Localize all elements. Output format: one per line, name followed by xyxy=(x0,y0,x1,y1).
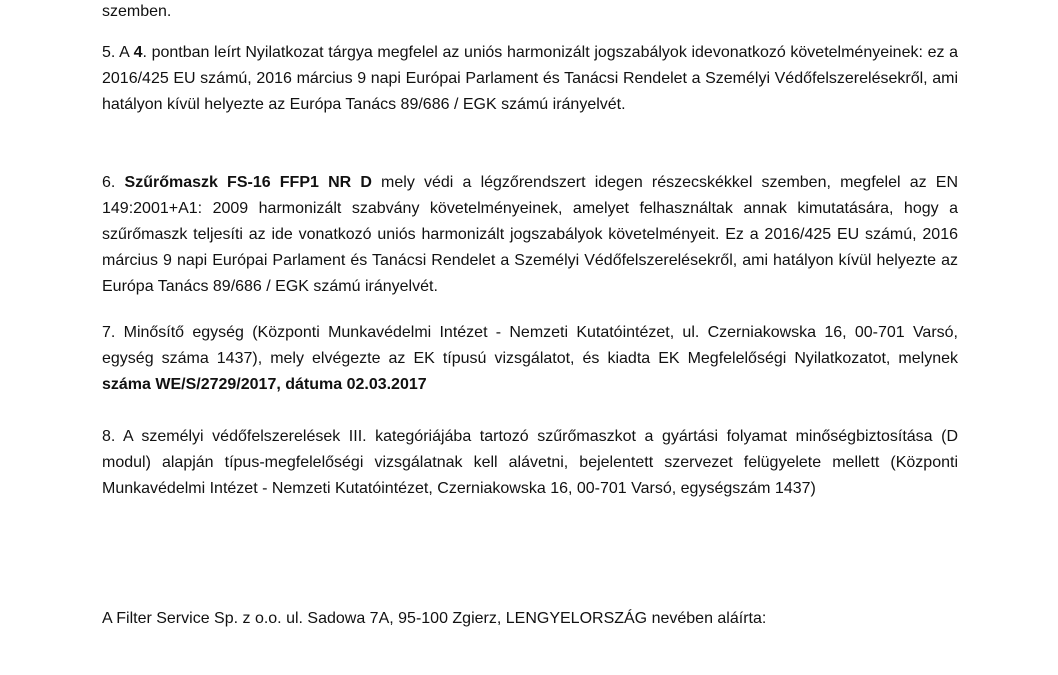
text-segment: 5. A xyxy=(102,44,134,61)
text-segment: 6. xyxy=(102,174,125,191)
paragraph-continuation xyxy=(102,0,958,25)
text-segment: mely védi a légzőrendszert idegen részecskékkel szemben, megfelel az EN 149:2001+A1: 2009 harmonizált szabvány követelményeinek, amelyet felhasználtak annak kimutatására, hogy a szűrőmaszk teljesíti az ide vonatkozó uniós harmonizált jogszabályok követelményeit. Ez a 2016/425 EU számú, 2016 március 9 napi Európai Parlament és Tanácsi Rendelet a Személyi Védőfelszerelésekről, ami hatályon kívül helyezte az Európa Tanács 89/686 / EGK számú irányelvét. xyxy=(102,174,958,295)
text-segment: A Filter Service Sp. z o.o. ul. Sadowa 7A, 95-100 Zgierz, LENGYELORSZÁG nevében aláírta: xyxy=(102,610,767,627)
text-segment: 8. A személyi védőfelszerelések III. kategóriájába tartozó szűrőmaszkot a gyártási folyamat minőségbiztosítása (D modul) alapján típus-megfelelőségi vizsgálatnak kell alávetni, bejelentett szervezet felügyelete mellett (Központi Munkavédelmi Intézet - Nemzeti Kutatóintézet, Czerniakowska 16, 00-701 Varsó, egységszám 1437) xyxy=(102,428,958,497)
signature-line xyxy=(102,606,958,632)
certificate-number: száma WE/S/2729/2017, dátuma 02.03.2017 xyxy=(102,376,427,393)
bold-segment: 4 xyxy=(133,44,143,61)
paragraph-point-6 xyxy=(102,170,958,300)
text-segment: 7. Minősítő egység (Központi Munkavédelmi Intézet - Nemzeti Kutatóintézet, ul. Czerniakowska 16, 00-701 Varsó, egység száma 1437), mely elvégezte az EK típusú vizsgálatot, és kiadta EK Megfelelőségi Nyilatkozatot, melynek xyxy=(102,324,958,367)
paragraph-point-5 xyxy=(102,40,958,118)
product-name: Szűrőmaszk FS-16 FFP1 NR D xyxy=(124,174,372,191)
text-segment: szemben. xyxy=(102,3,172,20)
paragraph-point-7 xyxy=(102,320,958,398)
paragraph-point-8 xyxy=(102,424,958,502)
text-segment: . pontban leírt Nyilatkozat tárgya megfelel az uniós harmonizált jogszabályok idevonatkozó követelményeinek: ez a 2016/425 EU számú, 2016 március 9 napi Európai Parlament és Tanácsi Rendelet a Személyi Védőfelszerelésekről, ami hatályon kívül helyezte az Európa Tanács 89/686 / EGK számú irányelvét. xyxy=(102,44,959,113)
